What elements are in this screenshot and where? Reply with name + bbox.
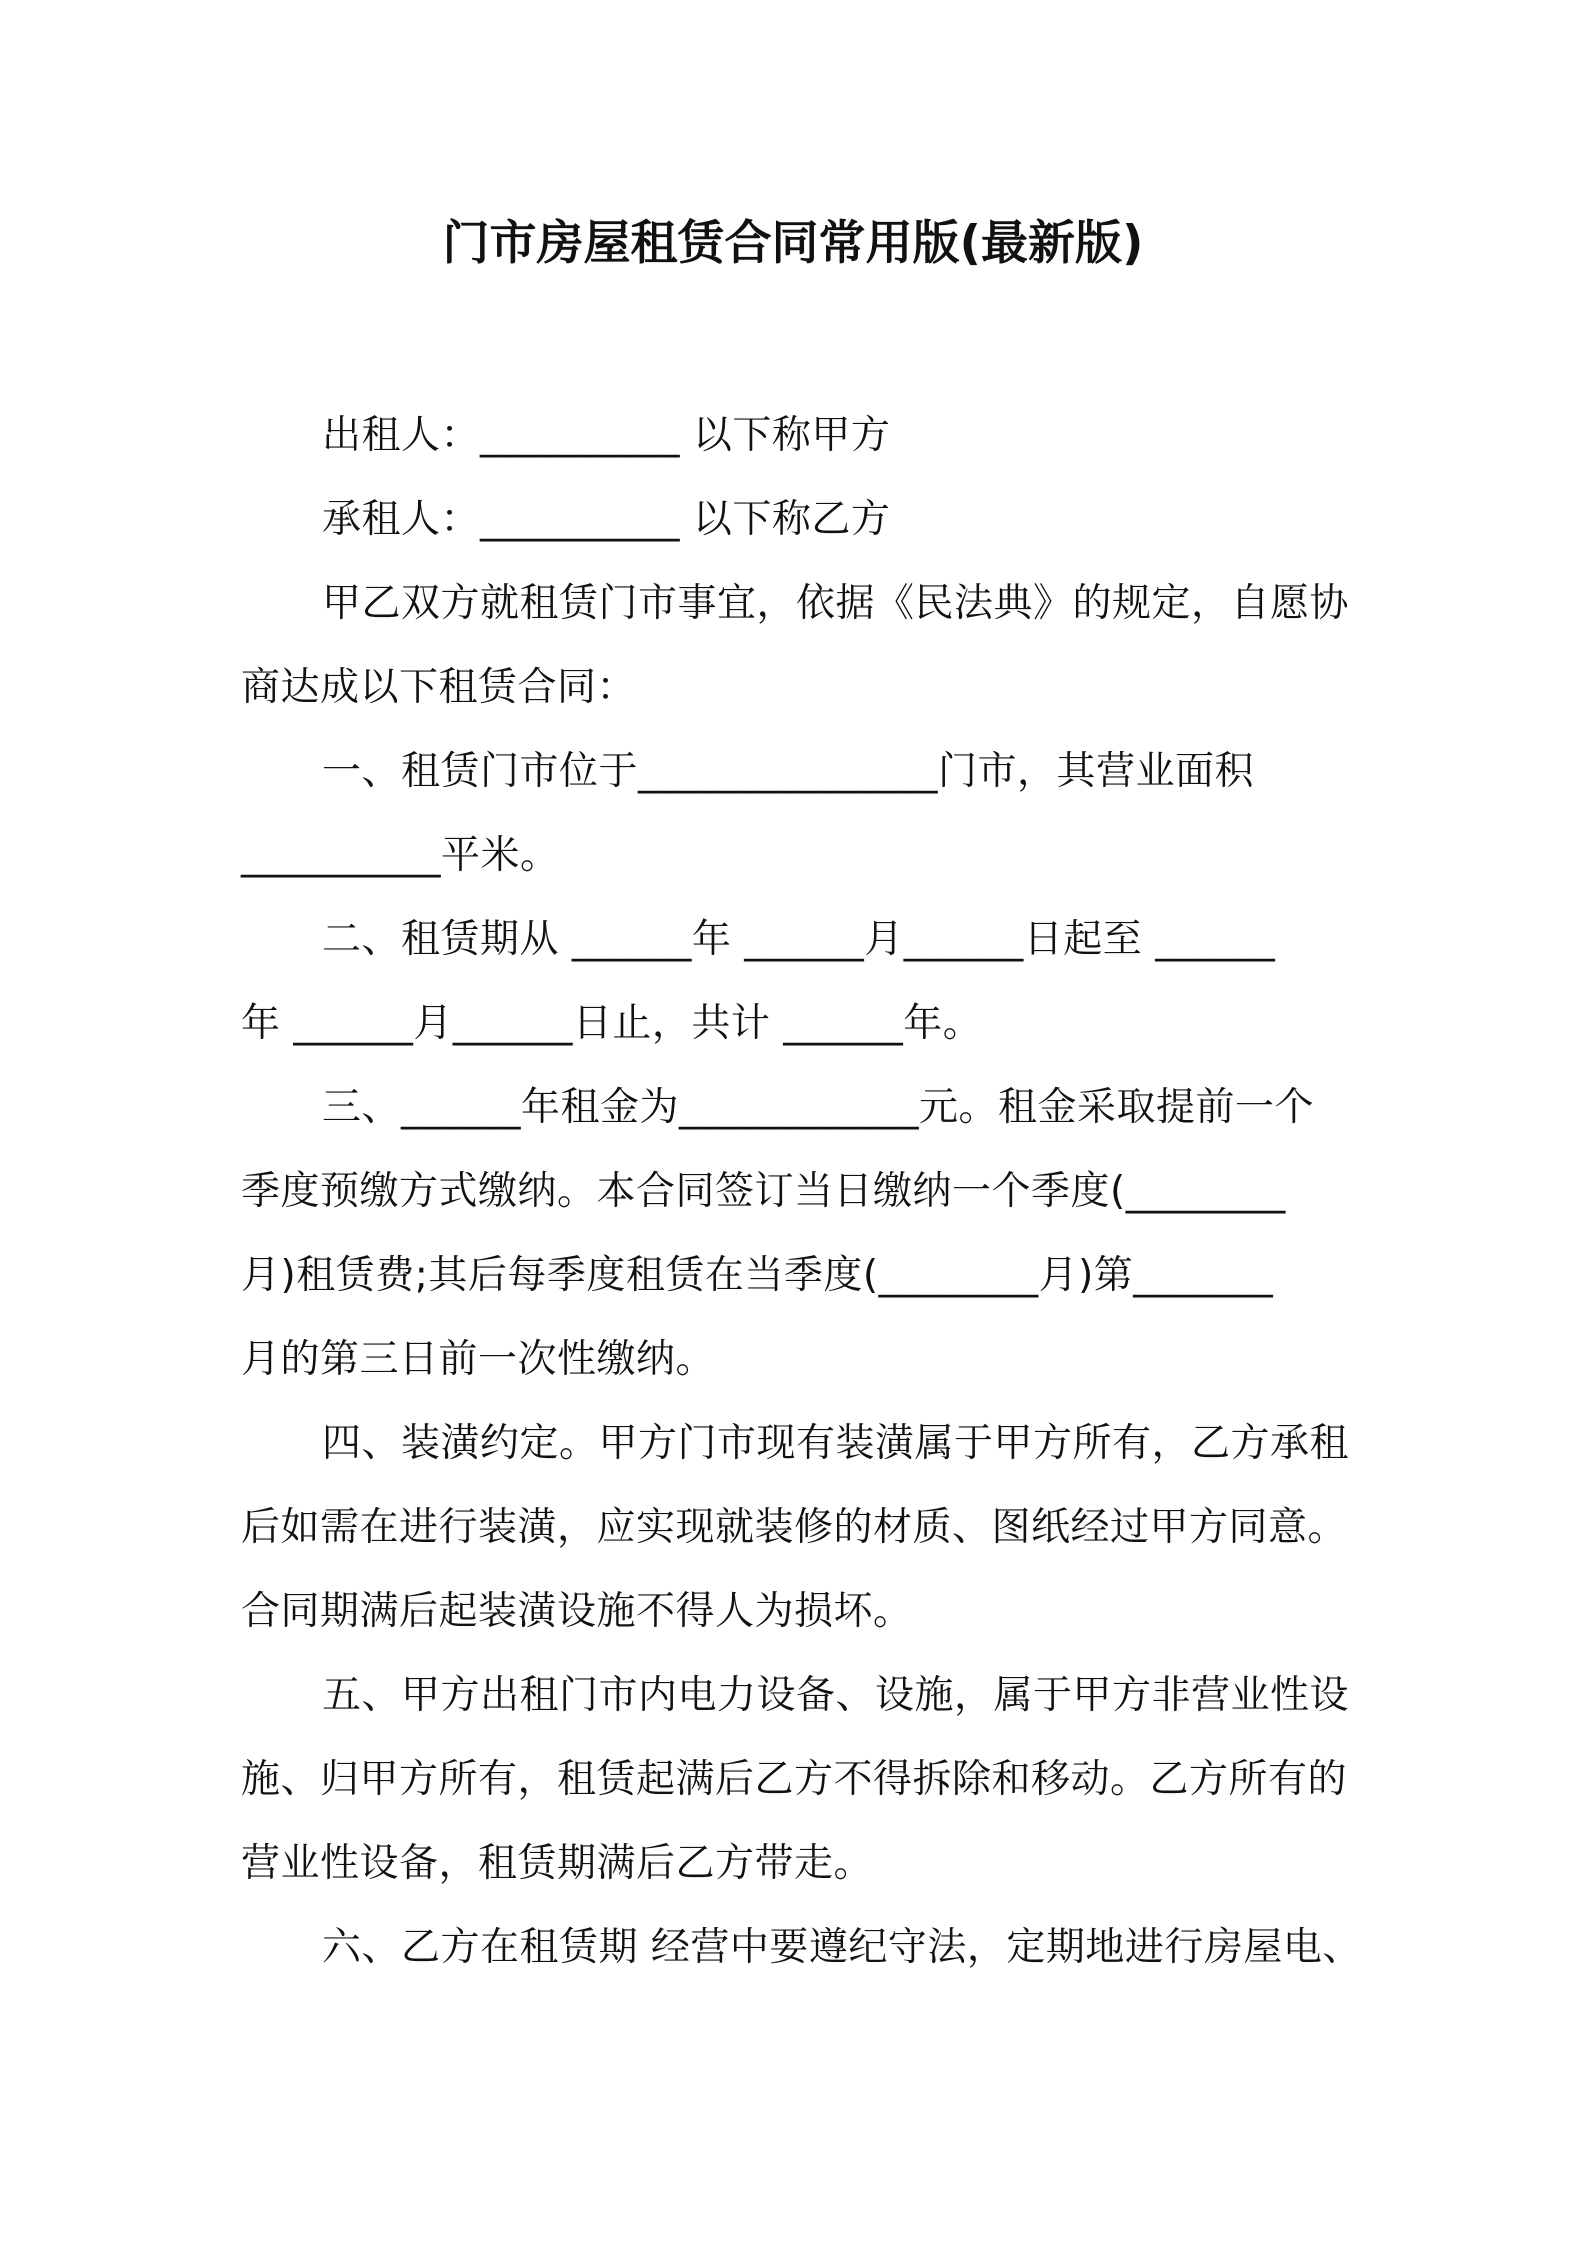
preamble-line-2: 商达成以下租赁合同： xyxy=(241,665,637,710)
lessee-line: 承租人：__________ 以下称乙方 xyxy=(322,497,891,542)
document-title: 门市房屋租赁合同常用版(最新版) xyxy=(442,216,1144,271)
clause-5-line-2: 施、归甲方所有，租赁起满后乙方不得拆除和移动。乙方所有的 xyxy=(241,1757,1348,1802)
clause-3-line-2: 季度预缴方式缴纳。本合同签订当日缴纳一个季度(________ xyxy=(241,1169,1286,1214)
clause-3-line-1: 三、______年租金为____________元。租金采取提前一个 xyxy=(322,1085,1315,1130)
clause-1-line-1: 一、租赁门市位于_______________门市，其营业面积 xyxy=(322,749,1255,794)
clause-1-line-2: __________平米。 xyxy=(241,833,560,878)
clause-4-line-1: 四、装潢约定。甲方门市现有装潢属于甲方所有，乙方承租 xyxy=(322,1421,1350,1466)
clause-2-line-1: 二、租赁期从 ______年 ______月______日起至 ______ xyxy=(322,917,1276,962)
clause-4-line-3: 合同期满后起装潢设施不得人为损坏。 xyxy=(241,1589,913,1634)
clause-3-line-3: 月)租赁费;其后每季度租赁在当季度(________月)第_______ xyxy=(241,1253,1274,1298)
clause-3-line-4: 月的第三日前一次性缴纳。 xyxy=(241,1337,716,1382)
lessor-line: 出租人：__________ 以下称甲方 xyxy=(322,413,891,458)
preamble-line-1: 甲乙双方就租赁门市事宜，依据《民法典》的规定，自愿协 xyxy=(322,581,1350,626)
clause-5-line-3: 营业性设备，租赁期满后乙方带走。 xyxy=(241,1841,874,1886)
clause-2-line-2: 年 ______月______日止，共计 ______年。 xyxy=(241,1001,983,1046)
clause-5-line-1: 五、甲方出租门市内电力设备、设施，属于甲方非营业性设 xyxy=(322,1673,1350,1718)
clause-6-line-1: 六、乙方在租赁期 经营中要遵纪守法，定期地进行房屋电、 xyxy=(322,1925,1362,1970)
clause-4-line-2: 后如需在进行装潢，应实现就装修的材质、图纸经过甲方同意。 xyxy=(241,1505,1348,1550)
